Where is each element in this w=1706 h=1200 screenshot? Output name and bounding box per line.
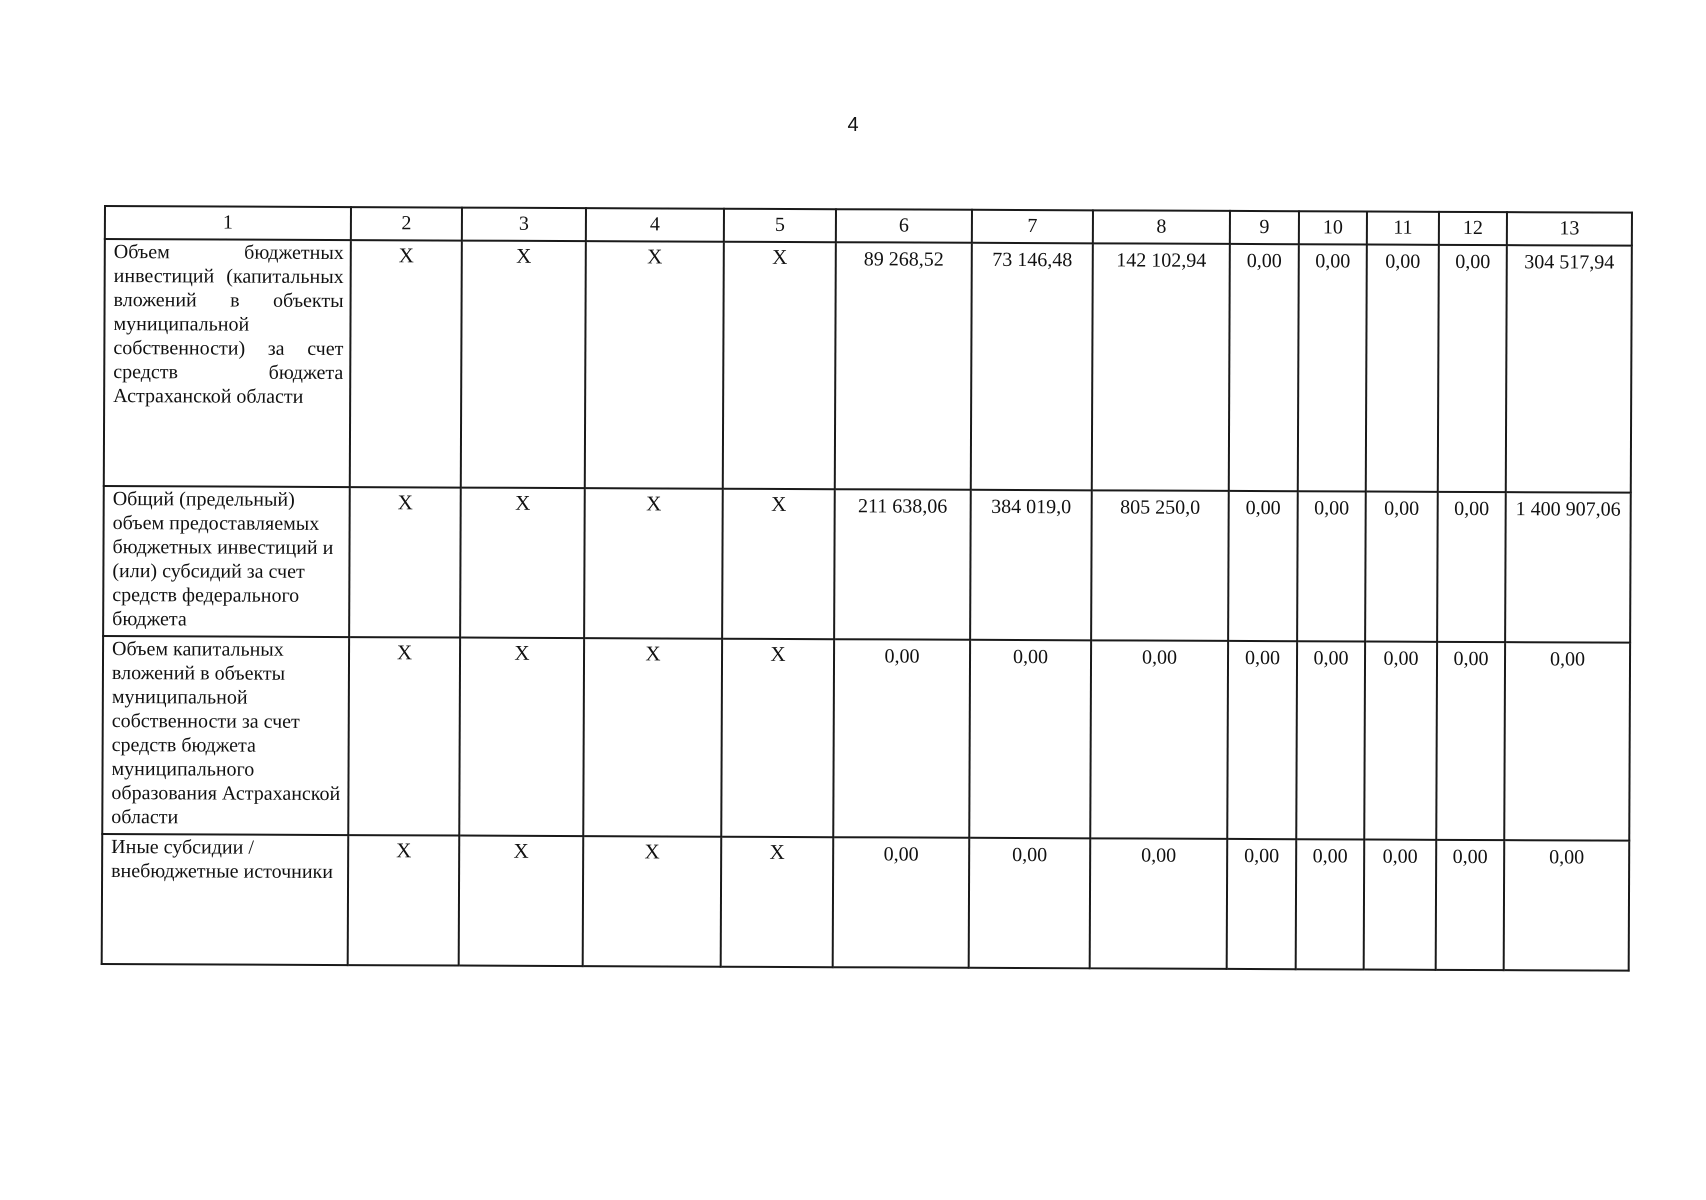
column-header: 6 [836,209,972,243]
table-cell: Х [723,242,836,489]
table-cell: 0,00 [833,639,970,838]
table-cell: Х [349,487,461,637]
table-row [104,239,1632,493]
table-cell: 304 517,94 [1506,245,1632,493]
column-header: 4 [586,208,724,242]
page-number: 4 [847,114,859,136]
table-cell: 0,00 [1436,642,1505,840]
table-cell: Х [461,241,586,489]
table-cell: 142 102,94 [1092,243,1230,491]
table-cell: 73 146,48 [971,243,1093,491]
table-cell: 0,00 [833,837,970,968]
table-cell: 0,00 [1229,244,1299,491]
table-cell: 0,00 [1437,492,1506,642]
table-cell: 0,00 [1090,640,1228,839]
table-cell: 0,00 [969,838,1091,969]
table-cell: Х [721,837,834,967]
table-cell: 0,00 [1090,838,1228,969]
table-cell: 0,00 [1227,839,1297,969]
table-cell: 0,00 [1364,840,1437,970]
row-label: Объем бюджетных инвестиций (капитальных вложений в объекты муниципальной собственности) за счет средств бюджета Астраханской области [104,239,351,487]
table-cell: Х [584,488,723,639]
row-label: Объем капитальных вложений в объекты муниципальной собственности за счет средств бюджета муниципального образования Астраханской области [102,636,349,835]
table-row [102,834,1630,971]
table-row [103,486,1631,643]
column-header: 3 [462,208,586,242]
table-cell: Х [722,489,835,639]
column-header: 1 [105,206,351,240]
table-cell: 0,00 [1298,244,1367,491]
table-cell: 0,00 [1504,642,1630,841]
table-cell: Х [350,240,462,487]
column-header: 11 [1367,212,1439,245]
table-cell: 0,00 [1296,641,1365,839]
column-header: 9 [1230,211,1299,244]
budget-table [101,205,1633,972]
table-cell: 0,00 [1436,840,1505,970]
column-header: 10 [1299,211,1367,244]
column-header: 7 [972,210,1093,244]
row-label: Иные субсидии / внебюджетные источники [102,834,349,965]
table-cell: Х [585,241,724,489]
table-cell: Х [583,638,722,837]
table-cell: 0,00 [969,640,1091,839]
table-cell: 0,00 [1365,492,1438,642]
table-cell: 0,00 [1504,840,1630,971]
table-cell: 211 638,06 [834,489,971,640]
table-cell: 0,00 [1296,839,1365,969]
table-cell: 0,00 [1438,245,1507,492]
table-cell: Х [583,836,722,967]
table-cell: Х [460,488,585,639]
table-cell: 0,00 [1364,642,1437,840]
table-cell: Х [721,639,834,837]
table-cell: 384 019,0 [970,490,1092,641]
table-cell: Х [459,638,584,837]
column-header: 12 [1439,212,1507,245]
table-cell: 0,00 [1366,245,1439,492]
table-cell: 89 268,52 [835,242,972,490]
column-header: 5 [724,209,836,242]
table-row [102,636,1630,841]
table-cell: 0,00 [1227,641,1297,839]
column-header: 2 [351,207,462,240]
column-header: 8 [1093,210,1230,244]
column-header: 13 [1507,212,1632,246]
table-cell: Х [348,637,460,835]
table-cell: Х [348,835,460,965]
table-cell: Х [459,836,584,967]
table-cell: 805 250,0 [1091,490,1229,641]
table-cell: 1 400 907,06 [1505,492,1631,643]
row-label: Общий (предельный) объем предоставляемых бюджетных инвестиций и (или) субсидий за счет средств федерального бюджета [103,486,350,637]
table-cell: 0,00 [1228,491,1298,641]
table-cell: 0,00 [1297,491,1366,641]
